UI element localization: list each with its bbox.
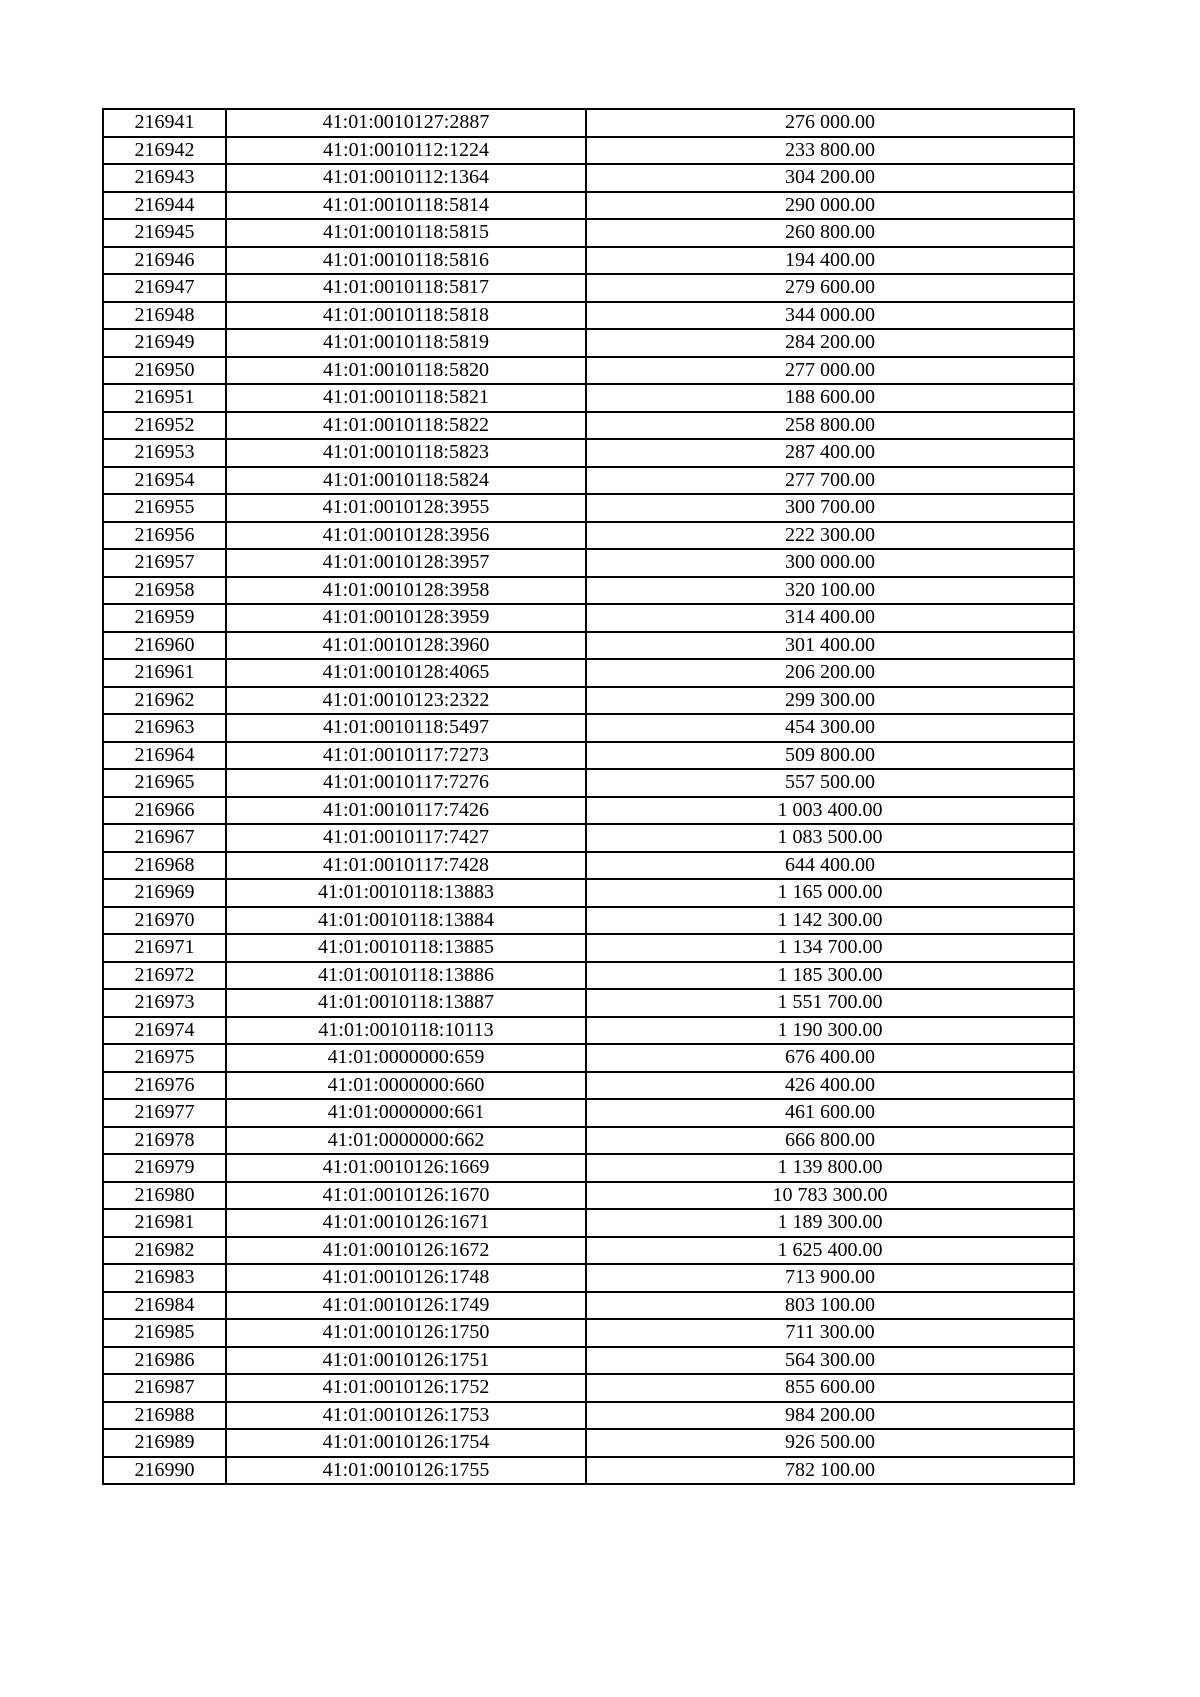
row-number-cell: 216985: [103, 1319, 226, 1347]
cadastral-number-cell: 41:01:0010128:3957: [226, 549, 586, 577]
table-row: [103, 219, 1074, 247]
table-row: [103, 274, 1074, 302]
table-row: [103, 1292, 1074, 1320]
cadastral-number-cell: 41:01:0010128:3955: [226, 494, 586, 522]
cadastral-number-cell: 41:01:0010118:13884: [226, 907, 586, 935]
value-cell: 344 000.00: [586, 302, 1074, 330]
cadastral-number-cell: 41:01:0010118:13885: [226, 934, 586, 962]
row-number-cell: 216979: [103, 1154, 226, 1182]
value-cell: 258 800.00: [586, 412, 1074, 440]
cadastral-number-cell: 41:01:0010126:1671: [226, 1209, 586, 1237]
cadastral-number-cell: 41:01:0000000:661: [226, 1099, 586, 1127]
row-number-cell: 216968: [103, 852, 226, 880]
row-number-cell: 216987: [103, 1374, 226, 1402]
value-cell: 803 100.00: [586, 1292, 1074, 1320]
table-row: [103, 824, 1074, 852]
table-row: [103, 1374, 1074, 1402]
row-number-cell: 216971: [103, 934, 226, 962]
table-row: [103, 1044, 1074, 1072]
row-number-cell: 216949: [103, 329, 226, 357]
table-row: [103, 659, 1074, 687]
cadastral-number-cell: 41:01:0010126:1670: [226, 1182, 586, 1210]
row-number-cell: 216946: [103, 247, 226, 275]
table-row: [103, 852, 1074, 880]
cadastral-number-cell: 41:01:0000000:662: [226, 1127, 586, 1155]
table-row: [103, 357, 1074, 385]
cadastral-number-cell: 41:01:0010126:1753: [226, 1402, 586, 1430]
value-cell: 304 200.00: [586, 164, 1074, 192]
row-number-cell: 216960: [103, 632, 226, 660]
row-number-cell: 216986: [103, 1347, 226, 1375]
cadastral-number-cell: 41:01:0010117:7428: [226, 852, 586, 880]
cadastral-number-cell: 41:01:0010126:1672: [226, 1237, 586, 1265]
value-cell: 1 165 000.00: [586, 879, 1074, 907]
row-number-cell: 216983: [103, 1264, 226, 1292]
cadastral-number-cell: 41:01:0010118:5815: [226, 219, 586, 247]
table-row: [103, 714, 1074, 742]
table-body: [103, 109, 1074, 1484]
cadastral-value-table: [102, 108, 1075, 1485]
row-number-cell: 216958: [103, 577, 226, 605]
value-cell: 222 300.00: [586, 522, 1074, 550]
row-number-cell: 216972: [103, 962, 226, 990]
row-number-cell: 216969: [103, 879, 226, 907]
table-row: [103, 797, 1074, 825]
row-number-cell: 216954: [103, 467, 226, 495]
table-row: [103, 769, 1074, 797]
cadastral-number-cell: 41:01:0000000:660: [226, 1072, 586, 1100]
table-row: [103, 247, 1074, 275]
table-row: [103, 1182, 1074, 1210]
value-cell: 713 900.00: [586, 1264, 1074, 1292]
cadastral-number-cell: 41:01:0010127:2887: [226, 109, 586, 137]
table-row: [103, 604, 1074, 632]
cadastral-number-cell: 41:01:0010117:7426: [226, 797, 586, 825]
table-row: [103, 1072, 1074, 1100]
table-row: [103, 1099, 1074, 1127]
row-number-cell: 216951: [103, 384, 226, 412]
row-number-cell: 216965: [103, 769, 226, 797]
cadastral-number-cell: 41:01:0010123:2322: [226, 687, 586, 715]
table-row: [103, 989, 1074, 1017]
cadastral-number-cell: 41:01:0010112:1364: [226, 164, 586, 192]
row-number-cell: 216989: [103, 1429, 226, 1457]
table-row: [103, 687, 1074, 715]
row-number-cell: 216961: [103, 659, 226, 687]
value-cell: 277 000.00: [586, 357, 1074, 385]
row-number-cell: 216974: [103, 1017, 226, 1045]
cadastral-number-cell: 41:01:0010126:1755: [226, 1457, 586, 1485]
row-number-cell: 216950: [103, 357, 226, 385]
row-number-cell: 216957: [103, 549, 226, 577]
table-row: [103, 632, 1074, 660]
table-row: [103, 412, 1074, 440]
table-row: [103, 1457, 1074, 1485]
table-row: [103, 302, 1074, 330]
cadastral-number-cell: 41:01:0010117:7273: [226, 742, 586, 770]
cadastral-number-cell: 41:01:0010118:5823: [226, 439, 586, 467]
row-number-cell: 216990: [103, 1457, 226, 1485]
table-row: [103, 522, 1074, 550]
row-number-cell: 216973: [103, 989, 226, 1017]
value-cell: 290 000.00: [586, 192, 1074, 220]
row-number-cell: 216981: [103, 1209, 226, 1237]
row-number-cell: 216945: [103, 219, 226, 247]
cadastral-number-cell: 41:01:0010126:1752: [226, 1374, 586, 1402]
cadastral-number-cell: 41:01:0010118:5819: [226, 329, 586, 357]
value-cell: 320 100.00: [586, 577, 1074, 605]
cadastral-number-cell: 41:01:0010126:1669: [226, 1154, 586, 1182]
cadastral-number-cell: 41:01:0010126:1749: [226, 1292, 586, 1320]
cadastral-number-cell: 41:01:0000000:659: [226, 1044, 586, 1072]
cadastral-number-cell: 41:01:0010118:5824: [226, 467, 586, 495]
row-number-cell: 216955: [103, 494, 226, 522]
table-row: [103, 1429, 1074, 1457]
row-number-cell: 216941: [103, 109, 226, 137]
value-cell: 300 000.00: [586, 549, 1074, 577]
table-row: [103, 384, 1074, 412]
row-number-cell: 216970: [103, 907, 226, 935]
value-cell: 855 600.00: [586, 1374, 1074, 1402]
cadastral-number-cell: 41:01:0010118:13887: [226, 989, 586, 1017]
value-cell: 194 400.00: [586, 247, 1074, 275]
table-row: [103, 577, 1074, 605]
value-cell: 300 700.00: [586, 494, 1074, 522]
table-row: [103, 934, 1074, 962]
row-number-cell: 216988: [103, 1402, 226, 1430]
value-cell: 287 400.00: [586, 439, 1074, 467]
row-number-cell: 216943: [103, 164, 226, 192]
cadastral-number-cell: 41:01:0010118:5497: [226, 714, 586, 742]
row-number-cell: 216966: [103, 797, 226, 825]
value-cell: 301 400.00: [586, 632, 1074, 660]
row-number-cell: 216947: [103, 274, 226, 302]
cadastral-number-cell: 41:01:0010112:1224: [226, 137, 586, 165]
cadastral-number-cell: 41:01:0010128:4065: [226, 659, 586, 687]
value-cell: 782 100.00: [586, 1457, 1074, 1485]
value-cell: 1 625 400.00: [586, 1237, 1074, 1265]
cadastral-number-cell: 41:01:0010128:3956: [226, 522, 586, 550]
cadastral-number-cell: 41:01:0010128:3959: [226, 604, 586, 632]
row-number-cell: 216959: [103, 604, 226, 632]
value-cell: 206 200.00: [586, 659, 1074, 687]
table-row: [103, 1237, 1074, 1265]
cadastral-number-cell: 41:01:0010126:1750: [226, 1319, 586, 1347]
table-row: [103, 1319, 1074, 1347]
value-cell: 461 600.00: [586, 1099, 1074, 1127]
table-row: [103, 1017, 1074, 1045]
value-cell: 299 300.00: [586, 687, 1074, 715]
value-cell: 1 083 500.00: [586, 824, 1074, 852]
table-row: [103, 467, 1074, 495]
table-row: [103, 1209, 1074, 1237]
value-cell: 1 185 300.00: [586, 962, 1074, 990]
table-row: [103, 329, 1074, 357]
table-row: [103, 494, 1074, 522]
row-number-cell: 216967: [103, 824, 226, 852]
table-row: [103, 164, 1074, 192]
value-cell: 276 000.00: [586, 109, 1074, 137]
cadastral-number-cell: 41:01:0010118:13886: [226, 962, 586, 990]
cadastral-number-cell: 41:01:0010118:5818: [226, 302, 586, 330]
cadastral-number-cell: 41:01:0010118:10113: [226, 1017, 586, 1045]
cadastral-number-cell: 41:01:0010118:5821: [226, 384, 586, 412]
cadastral-number-cell: 41:01:0010117:7427: [226, 824, 586, 852]
table-row: [103, 549, 1074, 577]
cadastral-number-cell: 41:01:0010128:3960: [226, 632, 586, 660]
value-cell: 1 003 400.00: [586, 797, 1074, 825]
row-number-cell: 216984: [103, 1292, 226, 1320]
value-cell: 644 400.00: [586, 852, 1074, 880]
value-cell: 279 600.00: [586, 274, 1074, 302]
value-cell: 1 189 300.00: [586, 1209, 1074, 1237]
table-row: [103, 439, 1074, 467]
row-number-cell: 216982: [103, 1237, 226, 1265]
cadastral-number-cell: 41:01:0010118:5814: [226, 192, 586, 220]
table-row: [103, 1347, 1074, 1375]
value-cell: 277 700.00: [586, 467, 1074, 495]
table-row: [103, 137, 1074, 165]
cadastral-number-cell: 41:01:0010118:5822: [226, 412, 586, 440]
table-row: [103, 1402, 1074, 1430]
cadastral-number-cell: 41:01:0010118:13883: [226, 879, 586, 907]
row-number-cell: 216948: [103, 302, 226, 330]
value-cell: 1 190 300.00: [586, 1017, 1074, 1045]
value-cell: 1 134 700.00: [586, 934, 1074, 962]
cadastral-number-cell: 41:01:0010118:5816: [226, 247, 586, 275]
value-cell: 1 551 700.00: [586, 989, 1074, 1017]
row-number-cell: 216975: [103, 1044, 226, 1072]
value-cell: 284 200.00: [586, 329, 1074, 357]
table-row: [103, 907, 1074, 935]
table-row: [103, 962, 1074, 990]
cadastral-number-cell: 41:01:0010126:1754: [226, 1429, 586, 1457]
value-cell: 314 400.00: [586, 604, 1074, 632]
cadastral-number-cell: 41:01:0010118:5820: [226, 357, 586, 385]
row-number-cell: 216956: [103, 522, 226, 550]
value-cell: 984 200.00: [586, 1402, 1074, 1430]
row-number-cell: 216962: [103, 687, 226, 715]
value-cell: 564 300.00: [586, 1347, 1074, 1375]
cadastral-number-cell: 41:01:0010118:5817: [226, 274, 586, 302]
value-cell: 509 800.00: [586, 742, 1074, 770]
value-cell: 1 139 800.00: [586, 1154, 1074, 1182]
table-row: [103, 742, 1074, 770]
table-row: [103, 109, 1074, 137]
value-cell: 666 800.00: [586, 1127, 1074, 1155]
table-row: [103, 879, 1074, 907]
cadastral-number-cell: 41:01:0010117:7276: [226, 769, 586, 797]
value-cell: 926 500.00: [586, 1429, 1074, 1457]
row-number-cell: 216980: [103, 1182, 226, 1210]
value-cell: 260 800.00: [586, 219, 1074, 247]
table-row: [103, 1264, 1074, 1292]
row-number-cell: 216978: [103, 1127, 226, 1155]
value-cell: 10 783 300.00: [586, 1182, 1074, 1210]
row-number-cell: 216944: [103, 192, 226, 220]
cadastral-number-cell: 41:01:0010128:3958: [226, 577, 586, 605]
value-cell: 188 600.00: [586, 384, 1074, 412]
value-cell: 454 300.00: [586, 714, 1074, 742]
cadastral-number-cell: 41:01:0010126:1751: [226, 1347, 586, 1375]
row-number-cell: 216952: [103, 412, 226, 440]
row-number-cell: 216964: [103, 742, 226, 770]
table-row: [103, 1154, 1074, 1182]
value-cell: 711 300.00: [586, 1319, 1074, 1347]
row-number-cell: 216976: [103, 1072, 226, 1100]
table-row: [103, 1127, 1074, 1155]
cadastral-number-cell: 41:01:0010126:1748: [226, 1264, 586, 1292]
value-cell: 557 500.00: [586, 769, 1074, 797]
row-number-cell: 216977: [103, 1099, 226, 1127]
value-cell: 426 400.00: [586, 1072, 1074, 1100]
row-number-cell: 216963: [103, 714, 226, 742]
value-cell: 233 800.00: [586, 137, 1074, 165]
table-row: [103, 192, 1074, 220]
row-number-cell: 216942: [103, 137, 226, 165]
value-cell: 676 400.00: [586, 1044, 1074, 1072]
row-number-cell: 216953: [103, 439, 226, 467]
value-cell: 1 142 300.00: [586, 907, 1074, 935]
